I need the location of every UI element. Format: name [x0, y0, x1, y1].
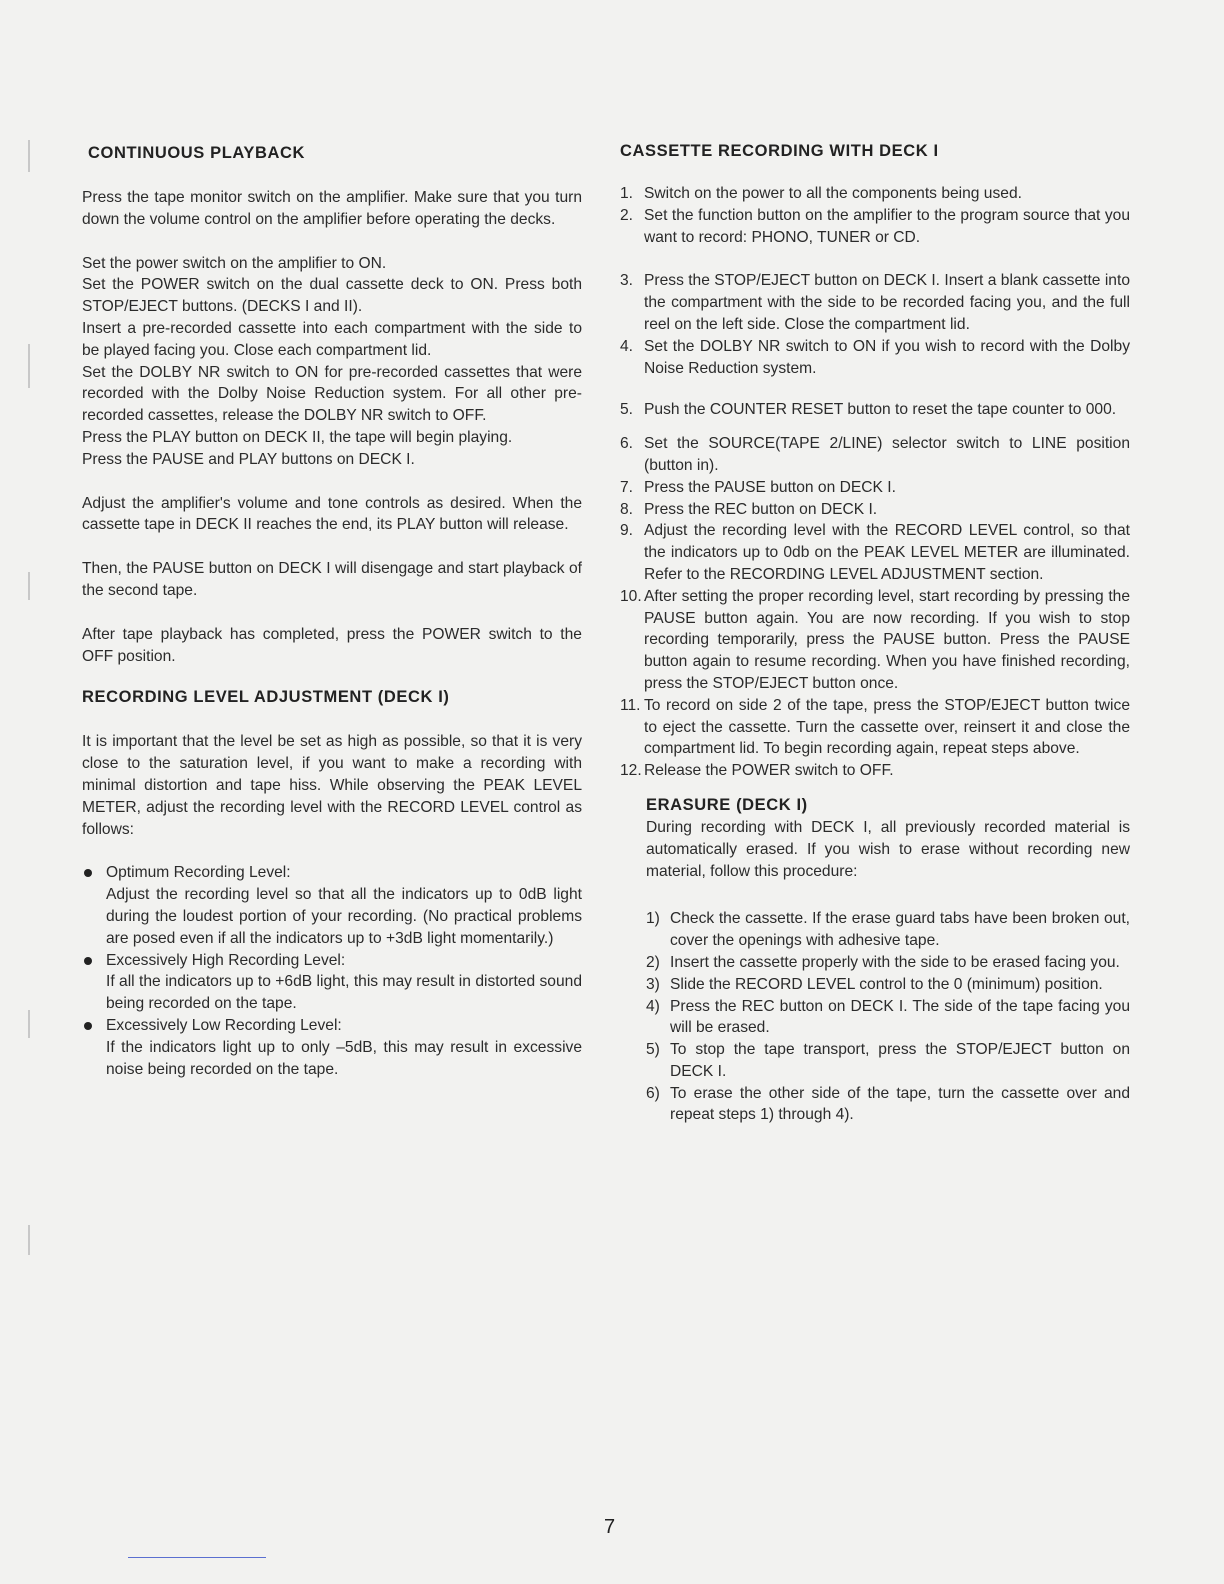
paragraph: Set the power switch on the amplifier to ON.	[82, 254, 387, 272]
step-text: Press the STOP/EJECT button on DECK I. Insert a blank cassette into the compartment with the side to be recorded facing you, and the full reel on the left side. Close the compartment lid.	[644, 272, 1130, 333]
step-text: Check the cassette. If the erase guard tabs have been broken out, cover the openings with adhesive tape.	[670, 910, 1130, 950]
step-number: 2)	[646, 953, 660, 971]
list-item	[82, 1015, 582, 1080]
paragraph: After tape playback has completed, press the POWER switch to the OFF position.	[82, 625, 582, 665]
list-item	[620, 499, 1130, 521]
bullet-title: Excessively Low Recording Level:	[106, 1016, 342, 1034]
step-text: Set the DOLBY NR switch to ON if you wish to record with the Dolby Noise Reduction system.	[644, 337, 1130, 377]
paragraph: Adjust the amplifier's volume and tone controls as desired. When the cassette tape in DECK II reaches the end, its PLAY button will release.	[82, 494, 582, 534]
step-number: 12.	[620, 762, 642, 780]
paragraph: Press the PLAY button on DECK II, the tape will begin playing.	[82, 428, 513, 446]
step-number: 3.	[620, 272, 634, 290]
bullet-text: If the indicators light up to only –5dB, this may result in excessive noise being recorded on the tape.	[106, 1038, 582, 1078]
step-number: 4.	[620, 337, 634, 355]
bullet-title: Optimum Recording Level:	[106, 864, 291, 882]
step-text: Push the COUNTER RESET button to reset the tape counter to 000.	[644, 401, 1117, 419]
right-column	[620, 142, 1130, 1126]
erasure-heading: ERASURE (DECK I)	[646, 795, 808, 814]
step-number: 5.	[620, 401, 634, 419]
list-item	[620, 477, 1130, 499]
paragraph: Press the PAUSE and PLAY buttons on DECK I.	[82, 450, 415, 468]
list-item	[620, 760, 1130, 782]
step-text: Release the POWER switch to OFF.	[644, 762, 894, 780]
step-number: 4)	[646, 997, 660, 1015]
list-item	[620, 586, 1130, 695]
step-text: Press the PAUSE button on DECK I.	[644, 478, 896, 496]
step-text: To record on side 2 of the tape, press the STOP/EJECT button twice to eject the cassette. Turn the cassette over, reinsert it and close the compartment lid. To begin recording again, repeat steps above.	[644, 696, 1130, 758]
list-item	[646, 996, 1130, 1040]
list-item	[620, 183, 1130, 205]
margin-speck	[28, 344, 30, 388]
margin-speck	[28, 1010, 30, 1038]
bullet-title: Excessively High Recording Level:	[106, 951, 346, 969]
step-number: 11.	[620, 696, 641, 714]
step-text: Slide the RECORD LEVEL control to the 0 (minimum) position.	[670, 975, 1103, 993]
list-item	[620, 433, 1130, 477]
step-text: Press the REC button on DECK I.	[644, 500, 878, 518]
paragraph: Insert a pre-recorded cassette into each compartment with the side to be played facing you. Close each compartment lid.	[82, 319, 582, 359]
step-text: Set the function button on the amplifier to the program source that you want to record: PHONO, TUNER or CD.	[644, 206, 1130, 246]
cassette-recording-heading: CASSETTE RECORDING WITH DECK I	[620, 142, 939, 160]
left-column	[82, 144, 582, 1080]
step-text: Press the REC button on DECK I. The side of the tape facing you will be erased.	[670, 997, 1130, 1037]
list-item	[620, 399, 1130, 421]
list-item	[82, 950, 582, 1015]
bullet-icon	[84, 957, 92, 965]
list-item	[646, 1039, 1130, 1083]
step-number: 8.	[620, 500, 634, 518]
paragraph: Set the DOLBY NR switch to ON for pre-recorded cassettes that were recorded with the Dolby Noise Reduction system. For all other pre-recorded cassettes, release the DOLBY NR switch to OFF.	[82, 363, 582, 425]
step-number: 1)	[646, 910, 660, 928]
page-number: 7	[604, 1516, 616, 1538]
bullet-icon	[84, 869, 92, 877]
bullet-text: Adjust the recording level so that all the indicators up to 0dB light during the loudest portion of your recording. (No practical problems are posed even if all the indicators up to +3dB light momentarily.)	[106, 886, 582, 947]
margin-speck	[28, 1225, 30, 1255]
step-number: 2.	[620, 206, 634, 224]
step-text: Switch on the power to all the components being used.	[644, 185, 1022, 202]
step-text: After setting the proper recording level, start recording by pressing the PAUSE button again. You are now recording. If you wish to stop recording temporarily, press the PAUSE button. Press the PAUSE button again to resume recording. When you have finished recording, press the STOP/EJECT button once.	[644, 587, 1130, 692]
list-item	[620, 270, 1130, 335]
paragraph: During recording with DECK I, all previously recorded material is automatically erased. If you wish to erase without recording new material, follow this procedure:	[646, 818, 1130, 880]
margin-speck	[28, 140, 30, 172]
step-number: 9.	[620, 522, 634, 540]
paragraph: Set the POWER switch on the dual cassette deck to ON. Press both STOP/EJECT buttons. (DECKS I and II).	[82, 276, 582, 316]
recording-steps	[620, 183, 1130, 782]
paragraph: Press the tape monitor switch on the amplifier. Make sure that you turn down the volume control on the amplifier before operating the decks.	[82, 189, 582, 228]
step-number: 6)	[646, 1084, 660, 1102]
bullet-icon	[84, 1022, 92, 1030]
step-text: To stop the tape transport, press the STOP/EJECT button on DECK I.	[670, 1041, 1130, 1080]
step-number: 7.	[620, 478, 634, 496]
step-text: Insert the cassette properly with the side to be erased facing you.	[670, 953, 1120, 971]
list-item	[646, 952, 1130, 974]
footer-link-underline	[128, 1557, 266, 1558]
step-number: 3)	[646, 975, 660, 993]
list-item	[620, 205, 1130, 249]
step-text: To erase the other side of the tape, turn the cassette over and repeat steps 1) through 4).	[670, 1084, 1130, 1124]
margin-speck	[28, 572, 30, 600]
list-item	[82, 862, 582, 949]
list-item	[646, 974, 1130, 996]
bullet-text: If all the indicators up to +6dB light, this may result in distorted sound being recorded on the tape.	[106, 973, 582, 1013]
step-number: 5)	[646, 1041, 660, 1059]
erasure-section	[646, 796, 1130, 1126]
list-item	[620, 695, 1130, 760]
step-number: 10.	[620, 587, 642, 605]
paragraph: It is important that the level be set as high as possible, so that it is very close to the saturation level, if you want to make a recording with minimal distortion and tape hiss. While observing the PEAK LEVEL METER, adjust the recording level with the RECORD LEVEL control as follows:	[82, 733, 582, 838]
list-item	[620, 520, 1130, 585]
step-number: 6.	[620, 435, 634, 453]
list-item	[620, 336, 1130, 380]
step-number: 1.	[620, 185, 634, 202]
list-item	[646, 1083, 1130, 1127]
step-text: Set the SOURCE(TAPE 2/LINE) selector switch to LINE position (button in).	[644, 435, 1130, 474]
erasure-steps	[646, 908, 1130, 1126]
recording-level-heading: RECORDING LEVEL ADJUSTMENT (DECK I)	[82, 688, 450, 707]
step-text: Adjust the recording level with the RECORD LEVEL control, so that the indicators up to 0db on the PEAK LEVEL METER are illuminated. Refer to the RECORDING LEVEL ADJUSTMENT section.	[644, 522, 1130, 583]
recording-level-list	[82, 862, 582, 1080]
paragraph: Then, the PAUSE button on DECK I will disengage and start playback of the second tape.	[82, 560, 582, 599]
continuous-playback-heading: CONTINUOUS PLAYBACK	[88, 144, 306, 162]
list-item	[646, 908, 1130, 952]
